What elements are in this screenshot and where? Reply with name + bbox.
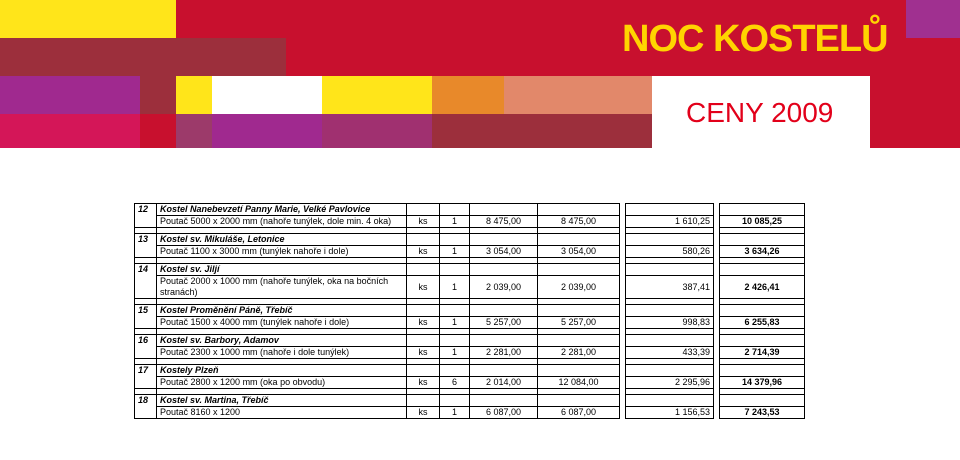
group-title-row	[135, 335, 805, 347]
mosaic-block	[212, 76, 322, 114]
item-total: 2 281,00	[538, 347, 620, 359]
mosaic-block	[0, 114, 140, 148]
item-unit: ks	[407, 317, 440, 329]
item-qty: 6	[440, 377, 470, 389]
item-unit: ks	[407, 377, 440, 389]
group-title-row	[135, 395, 805, 407]
item-number: 14	[135, 264, 157, 299]
group-title-row	[135, 204, 805, 216]
group-title-row	[135, 305, 805, 317]
item-sum: 2 714,39	[720, 347, 805, 359]
item-title: Kostel sv. Jiljí	[157, 264, 407, 276]
group-title-row	[135, 365, 805, 377]
table-row	[135, 216, 805, 228]
item-total: 12 084,00	[538, 377, 620, 389]
item-qty: 1	[440, 276, 470, 299]
item-qty: 1	[440, 317, 470, 329]
mosaic-block	[0, 76, 140, 114]
table-row	[135, 317, 805, 329]
mosaic-block	[176, 0, 286, 38]
item-unit: ks	[407, 276, 440, 299]
table-row	[135, 347, 805, 359]
table-row	[135, 407, 805, 419]
mosaic-block	[140, 114, 176, 148]
mosaic-block	[0, 38, 286, 76]
mosaic-block	[870, 76, 960, 148]
mosaic-block	[0, 0, 176, 38]
mosaic-block	[322, 114, 432, 148]
item-total: 6 087,00	[538, 407, 620, 419]
table-row	[135, 276, 805, 299]
item-vat: 1 156,53	[626, 407, 714, 419]
item-price: 8 475,00	[470, 216, 538, 228]
item-title: Kostel Proměnění Páně, Třebíč	[157, 305, 407, 317]
mosaic-block	[176, 114, 212, 148]
page-title: CENY 2009	[686, 97, 834, 128]
item-description: Poutač 1500 x 4000 mm (tunýlek nahoře i dole)	[157, 317, 407, 329]
item-total: 5 257,00	[538, 317, 620, 329]
logo-text: NOC KOSTELŮ	[622, 18, 888, 60]
item-description: Poutač 2000 x 1000 mm (nahoře tunýlek, oka na bočních stranách)	[157, 276, 407, 299]
item-vat: 433,39	[626, 347, 714, 359]
item-vat: 2 295,96	[626, 377, 714, 389]
item-sum: 7 243,53	[720, 407, 805, 419]
item-number: 13	[135, 234, 157, 258]
mosaic-block	[212, 114, 322, 148]
item-description: Poutač 2800 x 1200 mm (oka po obvodu)	[157, 377, 407, 389]
item-title: Kostel Nanebevzetí Panny Marie, Velké Pavlovice	[157, 204, 407, 216]
mosaic-block	[504, 76, 652, 114]
item-price: 2 014,00	[470, 377, 538, 389]
item-description: Poutač 8160 x 1200	[157, 407, 407, 419]
mosaic-block	[140, 76, 176, 114]
item-sum: 14 379,96	[720, 377, 805, 389]
item-number: 15	[135, 305, 157, 329]
item-unit: ks	[407, 216, 440, 228]
mosaic-block	[906, 0, 960, 38]
item-description: Poutač 2300 x 1000 mm (nahoře i dole tunýlek)	[157, 347, 407, 359]
item-description: Poutač 5000 x 2000 mm (nahoře tunýlek, dole min. 4 oka)	[157, 216, 407, 228]
item-sum: 2 426,41	[720, 276, 805, 299]
item-number: 16	[135, 335, 157, 359]
item-description: Poutač 1100 x 3000 mm (tunýlek nahoře i dole)	[157, 246, 407, 258]
item-sum: 10 085,25	[720, 216, 805, 228]
item-sum: 6 255,83	[720, 317, 805, 329]
item-total: 8 475,00	[538, 216, 620, 228]
mosaic-block	[432, 114, 652, 148]
item-price: 2 281,00	[470, 347, 538, 359]
item-sum: 3 634,26	[720, 246, 805, 258]
item-price: 5 257,00	[470, 317, 538, 329]
item-number: 18	[135, 395, 157, 419]
item-vat: 387,41	[626, 276, 714, 299]
table-row	[135, 246, 805, 258]
item-qty: 1	[440, 407, 470, 419]
item-title: Kostel sv. Barbory, Adamov	[157, 335, 407, 347]
mosaic-block	[322, 76, 432, 114]
item-title: Kostely Plzeň	[157, 365, 407, 377]
group-title-row	[135, 234, 805, 246]
item-title: Kostel sv. Mikuláše, Letonice	[157, 234, 407, 246]
item-total: 2 039,00	[538, 276, 620, 299]
mosaic-block	[432, 76, 504, 114]
item-vat: 580,26	[626, 246, 714, 258]
item-unit: ks	[407, 407, 440, 419]
item-number: 17	[135, 365, 157, 389]
item-total: 3 054,00	[538, 246, 620, 258]
item-unit: ks	[407, 347, 440, 359]
item-qty: 1	[440, 246, 470, 258]
item-price: 6 087,00	[470, 407, 538, 419]
item-price: 2 039,00	[470, 276, 538, 299]
item-title: Kostel sv. Martina, Třebíč	[157, 395, 407, 407]
item-qty: 1	[440, 216, 470, 228]
table-row	[135, 377, 805, 389]
item-vat: 998,83	[626, 317, 714, 329]
item-number: 12	[135, 204, 157, 228]
item-qty: 1	[440, 347, 470, 359]
mosaic-block	[176, 76, 212, 114]
price-table	[134, 203, 805, 419]
item-unit: ks	[407, 246, 440, 258]
mosaic-block	[906, 38, 960, 76]
header-banner	[0, 0, 960, 148]
item-price: 3 054,00	[470, 246, 538, 258]
item-vat: 1 610,25	[626, 216, 714, 228]
group-title-row	[135, 264, 805, 276]
